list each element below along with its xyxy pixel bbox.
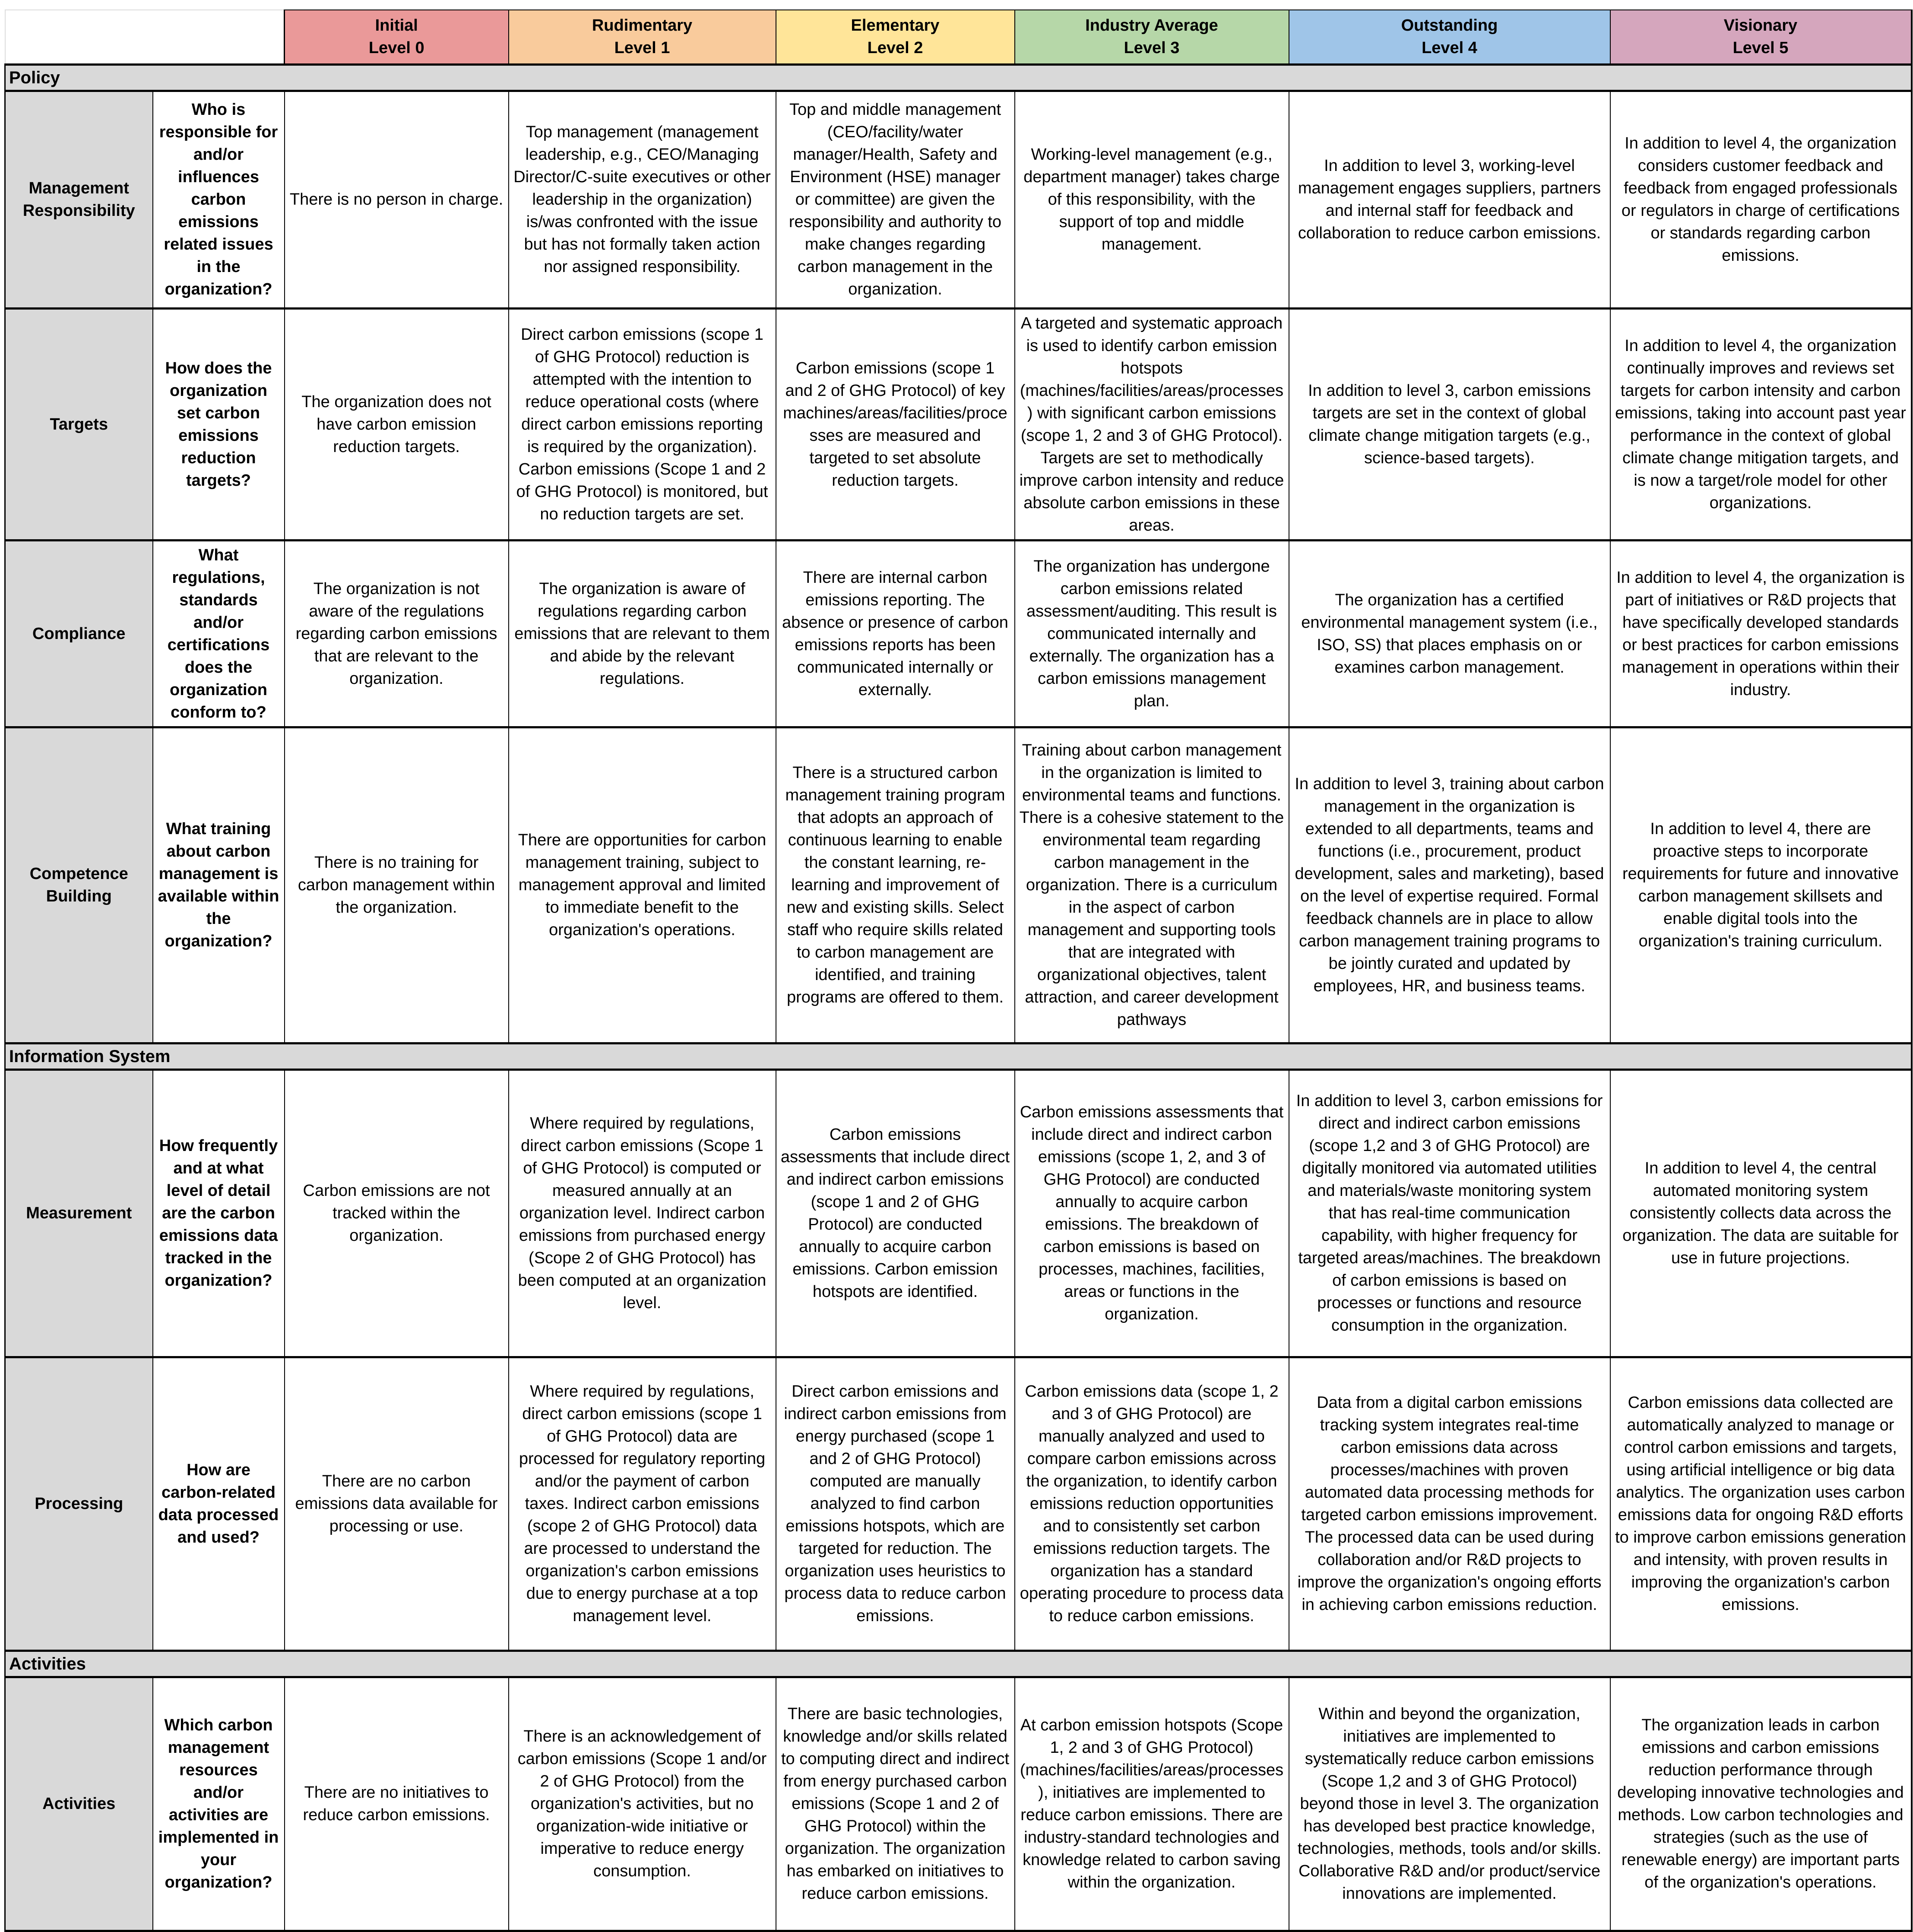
- level-1-cell: Top management (management leadership, e.g., CEO/Managing Director/C-suite executives or other leadership in the organization) is/was confronted with the issue but has not formally taken action nor assigned responsibility.: [509, 91, 776, 308]
- level-0-cell: The organization does not have carbon emission reduction targets.: [285, 308, 509, 540]
- level-name: Visionary: [1723, 16, 1798, 35]
- level-2-cell: There is a structured carbon management training program that adopts an approach of continuous learning to enable the constant learning, re-learning and improvement of new and existing skills. Select staff who require skills related to carbon management are identified, and training programs are offered to them.: [776, 727, 1015, 1043]
- level-header-1: [509, 10, 776, 64]
- level-name: Elementary: [851, 16, 940, 35]
- rubric-row-targets: [5, 308, 1912, 540]
- dimension-label: Activities: [5, 1677, 153, 1931]
- level-3-cell: Training about carbon management in the organization is limited to environmental teams and functions. There is a cohesive statement to the environmental team regarding carbon management in the organization. There is a curriculum in the aspect of carbon management and supporting tools that are integrated with organizational objectives, talent attraction, and career development pathways: [1015, 727, 1289, 1043]
- level-0-cell: Carbon emissions are not tracked within the organization.: [285, 1069, 509, 1357]
- dimension-question: Which carbon management resources and/or activities are implemented in your organization?: [153, 1677, 285, 1931]
- level-5-cell: In addition to level 4, the central automated monitoring system consistently collects data across the organization. The data are suitable for use in future projections.: [1610, 1069, 1912, 1357]
- level-5-cell: Carbon emissions data collected are automatically analyzed to manage or control carbon emissions and targets, using artificial intelligence or big data analytics. The organization uses carbon emissions data for ongoing R&D efforts to improve carbon emissions generation and intensity, with proven results in improving the organization's carbon emissions.: [1610, 1357, 1912, 1651]
- level-4-cell: Within and beyond the organization, initiatives are implemented to systematically reduce carbon emissions (Scope 1,2 and 3 of GHG Protocol) beyond those in level 3. The organization has developed best practice knowledge, technologies, methods, tools and/or skills. Collaborative R&D and/or product/service innovations are implemented.: [1289, 1677, 1610, 1931]
- dimension-label: Competence Building: [5, 727, 153, 1043]
- level-2-cell: There are basic technologies, knowledge and/or skills related to computing direct and indirect from energy purchased carbon emissions (Scope 1 and 2 of GHG Protocol) within the organization. The organization has embarked on initiatives to reduce carbon emissions.: [776, 1677, 1015, 1931]
- level-header-4: [1289, 10, 1610, 64]
- rubric-row-competence-building: [5, 727, 1912, 1043]
- rubric-row-processing: [5, 1357, 1912, 1651]
- level-4-cell: The organization has a certified environmental management system (i.e., ISO, SS) that places emphasis on or examines carbon management.: [1289, 540, 1610, 727]
- rubric-row-management-responsibility: [5, 91, 1912, 308]
- section-header-information-system: [5, 1043, 1912, 1069]
- level-header-row: [5, 10, 1912, 64]
- dimension-label: Compliance: [5, 540, 153, 727]
- level-number: Level 0: [368, 39, 424, 57]
- level-4-cell: Data from a digital carbon emissions tracking system integrates real-time carbon emissions data across processes/machines with proven automated data processing methods for targeted carbon emissions improvement. The processed data can be used during collaboration and/or R&D projects to improve the organization's ongoing efforts in achieving carbon emissions reduction.: [1289, 1357, 1610, 1651]
- level-header-3: [1015, 10, 1289, 64]
- maturity-rubric-table: [4, 9, 1913, 1932]
- level-number: Level 2: [867, 39, 923, 57]
- level-2-cell: Carbon emissions assessments that include direct and indirect carbon emissions (scope 1 and 2 of GHG Protocol) are conducted annually to acquire carbon emissions. Carbon emission hotspots are identified.: [776, 1069, 1015, 1357]
- level-5-cell: In addition to level 4, the organization continually improves and reviews set targets for carbon intensity and carbon emissions, taking into account past year performance in the context of global climate change mitigation targets, and is now a target/role model for other organizations.: [1610, 308, 1912, 540]
- dimension-label: Processing: [5, 1357, 153, 1651]
- rubric-row-measurement: [5, 1069, 1912, 1357]
- level-3-cell: At carbon emission hotspots (Scope 1, 2 and 3 of GHG Protocol) (machines/facilities/areas/processes), initiatives are implemented to reduce carbon emissions. There are industry-standard technologies and knowledge related to carbon saving within the organization.: [1015, 1677, 1289, 1931]
- dimension-label: Management Responsibility: [5, 91, 153, 308]
- level-2-cell: Top and middle management (CEO/facility/water manager/Health, Safety and Environment (HSE) manager or committee) are given the responsibility and authority to make changes regarding carbon management in the organization.: [776, 91, 1015, 308]
- level-2-cell: There are internal carbon emissions reporting. The absence or presence of carbon emissions reports has been communicated internally or externally.: [776, 540, 1015, 727]
- level-0-cell: The organization is not aware of the regulations regarding carbon emissions that are relevant to the organization.: [285, 540, 509, 727]
- level-name: Outstanding: [1401, 16, 1498, 35]
- section-title: Activities: [5, 1651, 1912, 1677]
- dimension-question: How frequently and at what level of detail are the carbon emissions data tracked in the organization?: [153, 1069, 285, 1357]
- level-header-0: [285, 10, 509, 64]
- level-1-cell: The organization is aware of regulations regarding carbon emissions that are relevant to them and abide by the relevant regulations.: [509, 540, 776, 727]
- level-4-cell: In addition to level 3, training about carbon management in the organization is extended to all departments, teams and functions (i.e., procurement, product development, sales and marketing), based on the level of expertise required. Formal feedback channels are in place to allow carbon management training programs to be jointly curated and updated by employees, HR, and business teams.: [1289, 727, 1610, 1043]
- level-number: Level 1: [614, 39, 670, 57]
- dimension-label: Measurement: [5, 1069, 153, 1357]
- level-header-5: [1610, 10, 1912, 64]
- level-name: Industry Average: [1085, 16, 1218, 35]
- level-4-cell: In addition to level 3, carbon emissions targets are set in the context of global climate change mitigation targets (e.g., science-based targets).: [1289, 308, 1610, 540]
- level-name: Rudimentary: [592, 16, 693, 35]
- dimension-question: What training about carbon management is available within the organization?: [153, 727, 285, 1043]
- level-5-cell: The organization leads in carbon emissions and carbon emissions reduction performance through developing innovative technologies and methods. Low carbon technologies and strategies (such as the use of renewable energy) are important parts of the organization's operations.: [1610, 1677, 1912, 1931]
- header-corner-blank: [5, 10, 285, 64]
- level-5-cell: In addition to level 4, there are proactive steps to incorporate requirements for future and innovative carbon management skillsets and enable digital tools into the organization's training curriculum.: [1610, 727, 1912, 1043]
- dimension-question: Who is responsible for and/or influences carbon emissions related issues in the organization?: [153, 91, 285, 308]
- section-title: Policy: [5, 64, 1912, 91]
- rubric-row-compliance: [5, 540, 1912, 727]
- level-4-cell: In addition to level 3, working-level management engages suppliers, partners and internal staff for feedback and collaboration to reduce carbon emissions.: [1289, 91, 1610, 308]
- level-2-cell: Carbon emissions (scope 1 and 2 of GHG Protocol) of key machines/areas/facilities/processes are measured and targeted to set absolute reduction targets.: [776, 308, 1015, 540]
- section-title: Information System: [5, 1043, 1912, 1069]
- dimension-question: What regulations, standards and/or certifications does the organization conform to?: [153, 540, 285, 727]
- level-1-cell: Where required by regulations, direct carbon emissions (Scope 1 of GHG Protocol) is computed or measured annually at an organization level. Indirect carbon emissions from purchased energy (Scope 2 of GHG Protocol) has been computed at an organization level.: [509, 1069, 776, 1357]
- level-header-2: [776, 10, 1015, 64]
- section-header-policy: [5, 64, 1912, 91]
- level-3-cell: A targeted and systematic approach is used to identify carbon emission hotspots (machines/facilities/areas/processes) with significant carbon emissions (scope 1, 2 and 3 of GHG Protocol). Targets are set to methodically improve carbon intensity and reduce absolute carbon emissions in these areas.: [1015, 308, 1289, 540]
- level-name: Initial: [375, 16, 418, 35]
- level-number: Level 3: [1124, 39, 1180, 57]
- level-number: Level 4: [1422, 39, 1477, 57]
- level-3-cell: Working-level management (e.g., department manager) takes charge of this responsibility, with the support of top and middle management.: [1015, 91, 1289, 308]
- section-header-activities: [5, 1651, 1912, 1677]
- level-1-cell: Direct carbon emissions (scope 1 of GHG Protocol) reduction is attempted with the intention to reduce operational costs (where direct carbon emissions reporting is required by the organization). Carbon emissions (Scope 1 and 2 of GHG Protocol) is monitored, but no reduction targets are set.: [509, 308, 776, 540]
- level-0-cell: There are no carbon emissions data available for processing or use.: [285, 1357, 509, 1651]
- level-0-cell: There are no initiatives to reduce carbon emissions.: [285, 1677, 509, 1931]
- level-4-cell: In addition to level 3, carbon emissions for direct and indirect carbon emissions (scope 1,2 and 3 of GHG Protocol) are digitally monitored via automated utilities and materials/waste monitoring system that has real-time communication capability, with higher frequency for targeted areas/machines. The breakdown of carbon emissions is based on processes or functions and resource consumption in the organization.: [1289, 1069, 1610, 1357]
- dimension-question: How does the organization set carbon emissions reduction targets?: [153, 308, 285, 540]
- level-5-cell: In addition to level 4, the organization is part of initiatives or R&D projects that have specifically developed standards or best practices for carbon emissions management in operations within their industry.: [1610, 540, 1912, 727]
- dimension-question: How are carbon-related data processed and used?: [153, 1357, 285, 1651]
- dimension-label: Targets: [5, 308, 153, 540]
- level-0-cell: There is no training for carbon management within the organization.: [285, 727, 509, 1043]
- level-1-cell: There are opportunities for carbon management training, subject to management approval and limited to immediate benefit to the organization's operations.: [509, 727, 776, 1043]
- level-3-cell: Carbon emissions assessments that include direct and indirect carbon emissions (scope 1, 2, and 3 of GHG Protocol) are conducted annually to acquire carbon emissions. The breakdown of carbon emissions is based on processes, machines, facilities, areas or functions in the organization.: [1015, 1069, 1289, 1357]
- level-number: Level 5: [1732, 39, 1789, 57]
- level-3-cell: Carbon emissions data (scope 1, 2 and 3 of GHG Protocol) are manually analyzed and used to compare carbon emissions across the organization, to identify carbon emissions reduction opportunities and to consistently set carbon emissions reduction targets. The organization has a standard operating procedure to process data to reduce carbon emissions.: [1015, 1357, 1289, 1651]
- level-2-cell: Direct carbon emissions and indirect carbon emissions from energy purchased (scope 1 and 2 of GHG Protocol) computed are manually analyzed to find carbon emissions hotspots, which are targeted for reduction. The organization uses heuristics to process data to reduce carbon emissions.: [776, 1357, 1015, 1651]
- rubric-row-activities: [5, 1677, 1912, 1931]
- level-1-cell: Where required by regulations, direct carbon emissions (scope 1 of GHG Protocol) data are processed for regulatory reporting and/or the payment of carbon taxes. Indirect carbon emissions (scope 2 of GHG Protocol) data are processed to understand the organization's carbon emissions due to energy purchase at a top management level.: [509, 1357, 776, 1651]
- level-0-cell: There is no person in charge.: [285, 91, 509, 308]
- level-1-cell: There is an acknowledgement of carbon emissions (Scope 1 and/or 2 of GHG Protocol) from the organization's activities, but no organization-wide initiative or imperative to reduce energy consumption.: [509, 1677, 776, 1931]
- level-5-cell: In addition to level 4, the organization considers customer feedback and feedback from engaged professionals or regulators in charge of certifications or standards regarding carbon emissions.: [1610, 91, 1912, 308]
- level-3-cell: The organization has undergone carbon emissions related assessment/auditing. This result is communicated internally and externally. The organization has a carbon emissions management plan.: [1015, 540, 1289, 727]
